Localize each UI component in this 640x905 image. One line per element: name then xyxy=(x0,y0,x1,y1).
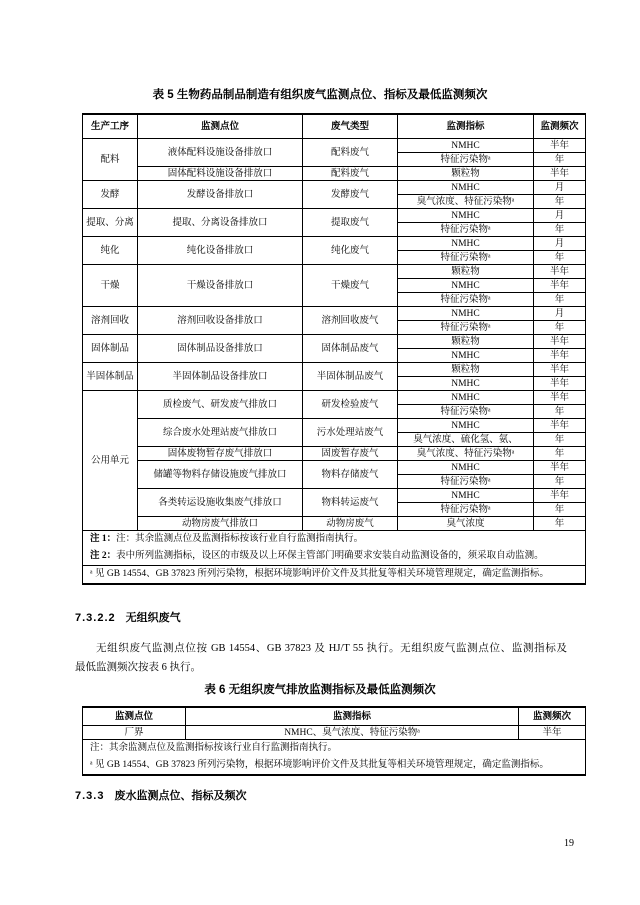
table5-title: 表 5 生物药品制品制造有组织废气监测点位、指标及最低监测频次 xyxy=(152,89,488,101)
table5-point-cell: 溶剂回收设备排放口 xyxy=(138,307,303,335)
table5-indicator-cell: 颗粒物 xyxy=(398,167,534,181)
table5-note-1-row xyxy=(83,531,586,549)
table6-footnote: ᵃ 见 GB 14554、GB 37823 所列污染物，根据环境影响评价文件及其批复等相关环境管理规定，确定监测指标。 xyxy=(83,757,586,775)
table5-indicator-cell: 臭气浓度、硫化氢、氨、 xyxy=(398,433,534,447)
table5-data-row xyxy=(83,489,586,503)
table5-frequency-cell: 月 xyxy=(534,237,586,251)
table5-point-cell: 干燥设备排放口 xyxy=(138,265,303,307)
table5-indicator-cell: NMHC xyxy=(398,419,534,433)
table5-indicator-cell: NMHC xyxy=(398,377,534,391)
table5-indicator-cell: NMHC xyxy=(398,489,534,503)
table5-indicator-cell: 特征污染物ᵃ xyxy=(398,153,534,167)
table6-header-point: 监测点位 xyxy=(83,707,186,726)
table5-note-1-text: 注：其余监测点位及监测指标按该行业自行监测指南执行。 xyxy=(116,534,364,544)
table5-frequency-cell: 年 xyxy=(534,475,586,489)
table5-indicator-cell: 颗粒物 xyxy=(398,363,534,377)
table6-point-cell: 厂界 xyxy=(83,726,186,740)
table5-note-1 xyxy=(83,531,586,549)
page-number: 19 xyxy=(564,838,574,849)
table6 xyxy=(82,706,585,776)
table5-note-2-label: 注 2： xyxy=(90,551,117,561)
table5-indicator-cell: 特征污染物ᵃ xyxy=(398,503,534,517)
table5-frequency-cell: 年 xyxy=(534,433,586,447)
table5-frequency-cell: 半年 xyxy=(534,167,586,181)
table5-frequency-cell: 半年 xyxy=(534,349,586,363)
table5-process-cell: 溶剂回收 xyxy=(83,307,138,335)
table5-point-cell: 质检废气、研发废气排放口 xyxy=(138,391,303,419)
table5-point-cell: 各类转运设施收集废气排放口 xyxy=(138,489,303,517)
table5-process-cell: 配料 xyxy=(83,139,138,181)
table5-process-cell: 固体制品 xyxy=(83,335,138,363)
table5-indicator-cell: 臭气浓度、特征污染物ᵃ xyxy=(398,195,534,209)
table5-header-point: 监测点位 xyxy=(138,114,303,139)
table5-point-cell: 动物房废气排放口 xyxy=(138,517,303,531)
table5-frequency-cell: 半年 xyxy=(534,489,586,503)
table6-frequency-cell: 半年 xyxy=(519,726,586,740)
table5-frequency-cell: 半年 xyxy=(534,391,586,405)
table5-frequency-cell: 年 xyxy=(534,503,586,517)
section-number: 7.3.2.2 xyxy=(75,612,116,624)
table5-frequency-cell: 半年 xyxy=(534,265,586,279)
table5-frequency-cell: 年 xyxy=(534,405,586,419)
table5-frequency-cell: 年 xyxy=(534,293,586,307)
table5-note-2-text: 表中所列监测指标，设区的市级及以上环保主管部门明确要求安装自动监测设备的，须采取自动监测。 xyxy=(116,551,544,561)
table5-indicator-cell: 特征污染物ᵃ xyxy=(398,321,534,335)
table5-data-row xyxy=(83,335,586,349)
table5-indicator-cell: NMHC xyxy=(398,461,534,475)
table6-indicator-cell: NMHC、臭气浓度、特征污染物ᵃ xyxy=(186,726,519,740)
table5-data-row xyxy=(83,139,586,153)
table5-frequency-cell: 年 xyxy=(534,447,586,461)
table5-data-row xyxy=(83,209,586,223)
table5-frequency-cell: 月 xyxy=(534,307,586,321)
table5-indicator-cell: 臭气浓度 xyxy=(398,517,534,531)
table6-title: 表 6 无组织废气排放监测指标及最低监测频次 xyxy=(204,684,436,696)
table5-frequency-cell: 年 xyxy=(534,321,586,335)
table5-process-cell: 提取、分离 xyxy=(83,209,138,237)
table5-data-row xyxy=(83,447,586,461)
table5-indicator-cell: NMHC xyxy=(398,279,534,293)
table5-point-cell: 综合废水处理站废气排放口 xyxy=(138,419,303,447)
table5-indicator-cell: 特征污染物ᵃ xyxy=(398,475,534,489)
table5-header-gas-type: 废气类型 xyxy=(303,114,398,139)
table5-process-cell: 发酵 xyxy=(83,181,138,209)
table5-point-cell: 液体配料设施设备排放口 xyxy=(138,139,303,167)
table6-note: 注：其余监测点位及监测指标按该行业自行监测指南执行。 xyxy=(83,740,586,758)
table5-gas-cell: 干燥废气 xyxy=(303,265,398,307)
table5-frequency-cell: 月 xyxy=(534,209,586,223)
table5-indicator-cell: 特征污染物ᵃ xyxy=(398,293,534,307)
table5-gas-cell: 固体制品废气 xyxy=(303,335,398,363)
table6-note-row xyxy=(83,740,586,758)
section-title: 无组织废气 xyxy=(125,612,181,624)
table5-indicator-cell: NMHC xyxy=(398,209,534,223)
table5-gas-cell: 配料废气 xyxy=(303,167,398,181)
table5-data-row xyxy=(83,181,586,195)
table5-gas-cell: 半固体制品废气 xyxy=(303,363,398,391)
table5-gas-cell: 提取废气 xyxy=(303,209,398,237)
section-title: 废水监测点位、指标及频次 xyxy=(114,790,247,802)
table5-gas-cell: 固废暂存废气 xyxy=(303,447,398,461)
table5-footnote: ᵃ 见 GB 14554、GB 37823 所列污染物，根据环境影响评价文件及其批复等相关环境管理规定，确定监测指标。 xyxy=(83,566,586,585)
table5-frequency-cell: 年 xyxy=(534,195,586,209)
table5-point-cell: 提取、分离设备排放口 xyxy=(138,209,303,237)
table5-frequency-cell: 年 xyxy=(534,153,586,167)
table5-point-cell: 固体配料设施设备排放口 xyxy=(138,167,303,181)
table5-gas-cell: 发酵废气 xyxy=(303,181,398,209)
table5-frequency-cell: 半年 xyxy=(534,363,586,377)
table5-gas-cell: 污水处理站废气 xyxy=(303,419,398,447)
section-number: 7.3.3 xyxy=(75,790,105,802)
table5-process-cell: 干燥 xyxy=(83,265,138,307)
table5-point-cell: 储罐等物料存储设施废气排放口 xyxy=(138,461,303,489)
table5-point-cell: 纯化设备排放口 xyxy=(138,237,303,265)
table6-footnote-row xyxy=(83,757,586,775)
table5-indicator-cell: NMHC xyxy=(398,307,534,321)
paragraph-line-2: 最低监测频次按表 6 执行。 xyxy=(75,662,201,673)
table5-frequency-cell: 半年 xyxy=(534,139,586,153)
table5-indicator-cell: NMHC xyxy=(398,181,534,195)
table5-gas-cell: 物料存储废气 xyxy=(303,461,398,489)
table5-data-row xyxy=(83,363,586,377)
table6-data-row xyxy=(83,726,586,740)
table5-point-cell: 半固体制品设备排放口 xyxy=(138,363,303,391)
table5-note-2 xyxy=(83,548,586,566)
table5-point-cell: 固体废物暂存废气排放口 xyxy=(138,447,303,461)
table5-frequency-cell: 年 xyxy=(534,251,586,265)
table5-data-row xyxy=(83,517,586,531)
paragraph-line-1: 无组织废气监测点位按 GB 14554、GB 37823 及 HJ/T 55 执行。无组织废气监测点位、监测指标及 xyxy=(96,643,567,654)
table5-data-row xyxy=(83,307,586,321)
table5-header-indicator: 监测指标 xyxy=(398,114,534,139)
table5-indicator-cell: 特征污染物ᵃ xyxy=(398,405,534,419)
table5-indicator-cell: 颗粒物 xyxy=(398,335,534,349)
table5-frequency-cell: 半年 xyxy=(534,419,586,433)
table5-process-cell: 公用单元 xyxy=(83,391,138,531)
table5-process-cell: 半固体制品 xyxy=(83,363,138,391)
table5-indicator-cell: NMHC xyxy=(398,237,534,251)
table5-data-row xyxy=(83,391,586,405)
table5-gas-cell: 研发检验废气 xyxy=(303,391,398,419)
table5-process-cell: 纯化 xyxy=(83,237,138,265)
table5 xyxy=(82,113,585,585)
table5-indicator-cell: 臭气浓度、特征污染物ᵃ xyxy=(398,447,534,461)
table5-indicator-cell: 特征污染物ᵃ xyxy=(398,223,534,237)
table5-data-row xyxy=(83,461,586,475)
table5-header-frequency: 监测频次 xyxy=(534,114,586,139)
table5-point-cell: 固体制品设备排放口 xyxy=(138,335,303,363)
table5-gas-cell: 溶剂回收废气 xyxy=(303,307,398,335)
table5-indicator-cell: NMHC xyxy=(398,391,534,405)
table5-frequency-cell: 年 xyxy=(534,223,586,237)
table5-frequency-cell: 半年 xyxy=(534,335,586,349)
table5-gas-cell: 动物房废气 xyxy=(303,517,398,531)
table5-gas-cell: 纯化废气 xyxy=(303,237,398,265)
table5-point-cell: 发酵设备排放口 xyxy=(138,181,303,209)
table5-header-row xyxy=(83,114,586,139)
table5-data-row xyxy=(83,167,586,181)
table5-indicator-cell: 特征污染物ᵃ xyxy=(398,251,534,265)
table5-header-process: 生产工序 xyxy=(83,114,138,139)
table5-indicator-cell: NMHC xyxy=(398,349,534,363)
section-heading-733 xyxy=(75,789,246,803)
table5-note-1-label: 注 1： xyxy=(90,534,117,544)
table5-data-row xyxy=(83,419,586,433)
table6-header-indicator: 监测指标 xyxy=(186,707,519,726)
table5-frequency-cell: 半年 xyxy=(534,279,586,293)
table5-frequency-cell: 月 xyxy=(534,181,586,195)
table5-indicator-cell: NMHC xyxy=(398,139,534,153)
table5-gas-cell: 配料废气 xyxy=(303,139,398,167)
table5-body xyxy=(83,139,586,531)
table5-frequency-cell: 半年 xyxy=(534,377,586,391)
table5-gas-cell: 物料转运废气 xyxy=(303,489,398,517)
table5-footnote-row xyxy=(83,566,586,585)
table5-data-row xyxy=(83,265,586,279)
table5-indicator-cell: 颗粒物 xyxy=(398,265,534,279)
table5-note-2-row xyxy=(83,548,586,566)
table5-frequency-cell: 半年 xyxy=(534,461,586,475)
table6-header-row xyxy=(83,707,586,726)
table5-frequency-cell: 年 xyxy=(534,517,586,531)
paragraph-unorganized-gas xyxy=(75,639,567,677)
table5-data-row xyxy=(83,237,586,251)
section-heading-7322 xyxy=(75,611,181,625)
table6-header-frequency: 监测频次 xyxy=(519,707,586,726)
